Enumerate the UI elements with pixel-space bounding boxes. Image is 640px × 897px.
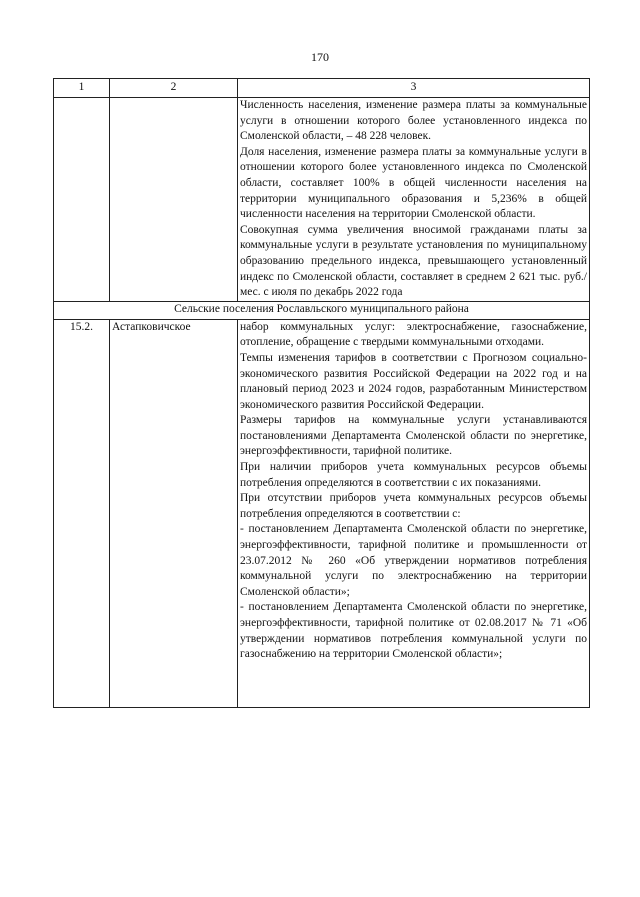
row1-paragraph: Совокупная сумма увеличения вносимой гражданами платы за коммунальные услуги в результате установления по муниципальному образованию предельного индекса, превышающего установленный индекс по Смоленской области, составляет в среднем 2 621 тыс. руб./мес. с июля по декабрь 2022 года (240, 223, 587, 299)
table-row (54, 98, 590, 302)
column-header-2: 2 (110, 79, 238, 98)
row2-settlement-name: Астапковичское (110, 319, 238, 707)
row1-paragraph: Численность населения, изменение размера платы за коммунальные услуги в отношении которого более установленного индекса по Смоленской области, – 48 228 человек. (240, 99, 587, 143)
section-title: Сельские поселения Рославльского муниципального района (54, 301, 590, 319)
row1-paragraph: Доля населения, изменение размера платы за коммунальные услуги в отношении которого более установленного индекса по Смоленской области, составляет 100% в общей численности населения на территории муниципального образования и 5,236% в общей численности населения на территории Смоленской области. (240, 145, 587, 221)
row2-paragraph: Размеры тарифов на коммунальные услуги устанавливаются постановлениями Департамента Смоленской области по энергетике, энергоэффективности, тарифной политике. (240, 414, 587, 458)
table-header-row (54, 79, 590, 98)
cell-blank-space (240, 663, 587, 707)
section-row (54, 301, 590, 319)
row2-paragraph: - постановлением Департамента Смоленской области по энергетике, энергоэффективности, тарифной политике от 02.08.2017 № 71 «Об утверждении нормативов потребления коммунальной услуги по газоснабжению на территории Смоленской области»; (240, 601, 587, 661)
row1-description-cell (238, 98, 590, 302)
row2-number: 15.2. (54, 319, 110, 707)
row2-description-cell (238, 319, 590, 707)
row1-number-cell (54, 98, 110, 302)
column-header-1: 1 (54, 79, 110, 98)
row2-paragraph: При наличии приборов учета коммунальных ресурсов объемы потребления определяются в соответствии с их показаниями. (240, 461, 587, 489)
row2-paragraph: набор коммунальных услуг: электроснабжение, газоснабжение, отопление, обращение с твердыми коммунальными отходами. (240, 320, 587, 349)
page-number: 170 (311, 50, 329, 64)
column-header-3: 3 (238, 79, 590, 98)
row2-paragraph: - постановлением Департамента Смоленской области по энергетике, энергоэффективности, тарифной политике и промышленности от 23.07.2012 № 260 «Об утверждении нормативов потребления коммунальной услуги по электроснабжению на территории Смоленской области»; (240, 523, 587, 598)
tariff-table (53, 78, 590, 708)
row2-paragraph: При отсутствии приборов учета коммунальных ресурсов объемы потребления определяются в соответствии с: (240, 492, 587, 520)
row1-name-cell (110, 98, 238, 302)
row2-paragraph: Темпы изменения тарифов в соответствии с Прогнозом социально-экономического развития Российской Федерации на 2022 год и на плановый период 2023 и 2024 годов, разработанным Министерством экономического развития Российской Федерации. (240, 351, 587, 411)
table-row (54, 319, 590, 707)
